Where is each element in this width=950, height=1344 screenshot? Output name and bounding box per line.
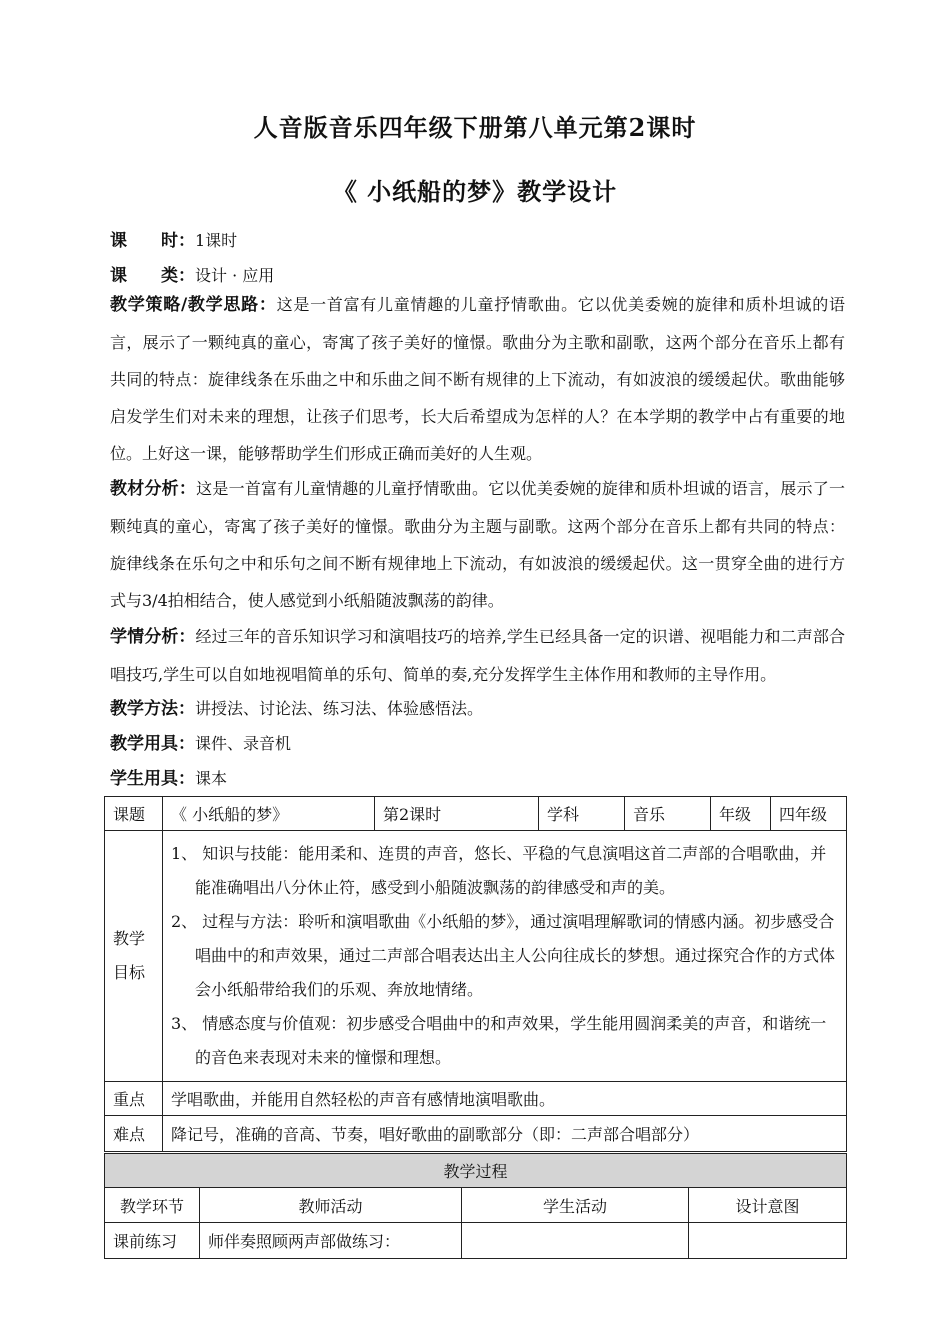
tools-label: 教学用具： [110, 734, 195, 754]
topic-value: 《 小纸船的梦》 [163, 797, 375, 831]
material-section [110, 470, 845, 619]
topic-label: 课题 [105, 797, 163, 831]
column-header: 设计意图 [689, 1188, 847, 1223]
lesson-info-table [104, 796, 847, 1152]
strategy-section [110, 286, 845, 472]
page-title: 人音版音乐四年级下册第八单元第2课时 [253, 113, 697, 142]
student-tools-label: 学生用具： [110, 769, 195, 789]
students-text: 经过三年的音乐知识学习和演唱技巧的培养,学生已经具备一定的识谱、视唱能力和二声部合唱技巧,学生可以自如地视唱简单的乐句、简单的奏,充分发挥学生主体作用和教师的主导作用。 [110, 627, 845, 684]
stage-cell: 课前练习 [105, 1223, 200, 1259]
table-row [105, 1188, 847, 1223]
material-label: 教材分析： [110, 479, 197, 499]
type-label: 课 类： [110, 266, 195, 286]
methods-section [110, 690, 845, 728]
tools-section [110, 725, 845, 763]
material-text: 这是一首富有儿童情趣的儿童抒情歌曲。它以优美委婉的旋律和质朴坦诚的语言，展示了一颗纯真的童心，寄寓了孩子美好的憧憬。歌曲分为主题与副歌。这两个部分在音乐上都有共同的特点：旋律线条在乐句之中和乐句之间不断有规律地上下流动，有如波浪的缓缓起伏。这一贯穿全曲的进行方式与3/4拍相结合，使人感觉到小纸船随波飘荡的韵律。 [110, 479, 845, 610]
subject-label: 学科 [539, 797, 625, 831]
methods-text: 讲授法、讨论法、练习法、体验感悟法。 [195, 699, 484, 718]
table-row [105, 1223, 847, 1259]
table-row [105, 1116, 847, 1152]
intent-cell [689, 1223, 847, 1259]
students-section [110, 618, 845, 693]
process-header: 教学过程 [105, 1154, 847, 1188]
process-table [104, 1153, 847, 1259]
type-value: 设计 · 应用 [195, 266, 275, 285]
table-row [105, 1082, 847, 1116]
table-row [105, 797, 847, 831]
goal-item: 1、 知识与技能：能用柔和、连贯的声音，悠长、平稳的气息演唱这首二声部的合唱歌曲，并能准确唱出八分休止符，感受到小船随波飘荡的韵律感受和声的美。 [171, 844, 827, 897]
key-value: 学唱歌曲，并能用自然轻松的声音有感情地演唱歌曲。 [163, 1082, 847, 1116]
table-row [105, 831, 847, 1082]
goal-item: 3、 情感态度与价值观：初步感受合唱曲中的和声效果，学生能用圆润柔美的声音，和谐统一的音色来表现对未来的憧憬和理想。 [171, 1014, 827, 1067]
period-label: 课 时： [110, 231, 195, 251]
student-tools-text: 课本 [195, 769, 228, 788]
teacher-activity-cell: 师伴奏照顾两声部做练习： [200, 1223, 462, 1259]
methods-label: 教学方法： [110, 699, 195, 719]
period-value: 1课时 [195, 231, 238, 250]
tools-text: 课件、录音机 [195, 734, 292, 753]
goals-cell [163, 831, 847, 1082]
key-label: 重点 [105, 1082, 163, 1116]
grade-value: 四年级 [771, 797, 847, 831]
students-label: 学情分析： [110, 627, 196, 647]
type-line [110, 261, 845, 286]
column-header: 教师活动 [200, 1188, 462, 1223]
difficulty-label: 难点 [105, 1116, 163, 1152]
goal-item: 2、 过程与方法：聆听和演唱歌曲《小纸船的梦》，通过演唱理解歌词的情感内涵。初步感受合唱曲中的和声效果，通过二声部合唱表达出主人公向往成长的梦想。通过探究合作的方式体会小纸船带给我们的乐观、奔放地情绪。 [171, 912, 836, 999]
student-activity-cell [462, 1223, 689, 1259]
difficulty-value: 降记号，准确的音高、节奏，唱好歌曲的副歌部分（即：二声部合唱部分） [163, 1116, 847, 1152]
strategy-text: 这是一首富有儿童情趣的儿童抒情歌曲。它以优美委婉的旋律和质朴坦诚的语言，展示了一颗纯真的童心，寄寓了孩子美好的憧憬。歌曲分为主歌和副歌，这两个部分在音乐上都有共同的特点：旋律线条在乐曲之中和乐曲之间不断有规律的上下流动，有如波浪的缓缓起伏。歌曲能够启发学生们对未来的理想，让孩子们思考，长大后希望成为怎样的人？在本学期的教学中占有重要的地位。上好这一课，能够帮助学生们形成正确而美好的人生观。 [110, 295, 845, 463]
strategy-label: 教学策略/教学思路： [110, 295, 277, 315]
student-tools-section [110, 760, 845, 798]
column-header: 学生活动 [462, 1188, 689, 1223]
grade-label: 年级 [711, 797, 771, 831]
page-subtitle: 《 小纸船的梦》教学设计 [332, 177, 618, 206]
period-line [110, 226, 845, 251]
subject-value: 音乐 [625, 797, 711, 831]
table-row [105, 1154, 847, 1188]
lesson-value: 第2课时 [375, 797, 539, 831]
column-header: 教学环节 [105, 1188, 200, 1223]
goals-label: 教学目标 [105, 831, 163, 1082]
